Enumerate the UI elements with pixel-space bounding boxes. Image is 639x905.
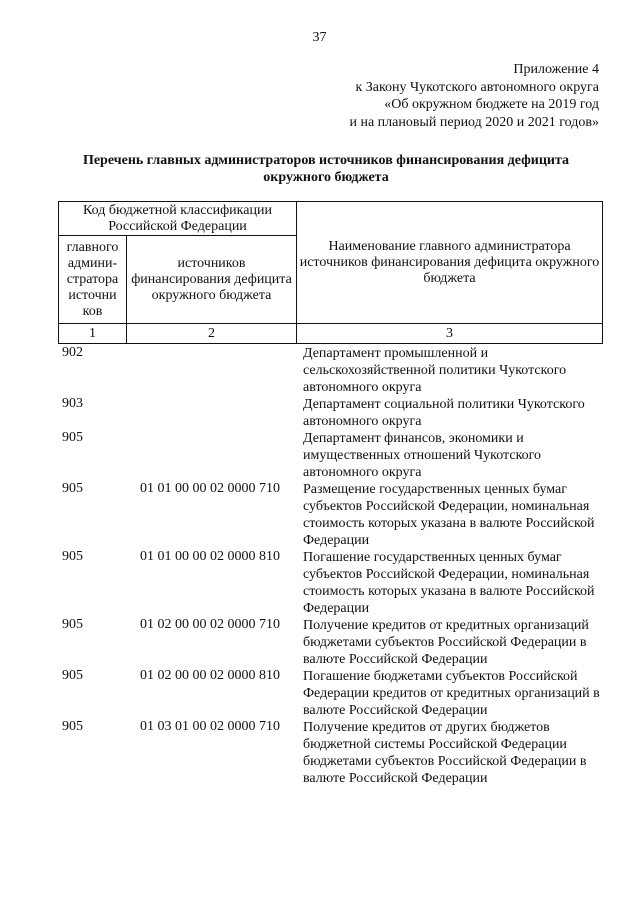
table-row — [58, 617, 618, 668]
table-row — [58, 345, 618, 396]
col2-header: источников финансирования дефицита окружного бюджета — [127, 236, 297, 324]
table-body — [58, 345, 618, 787]
appendix-line: к Закону Чукотского автономного округа — [355, 79, 599, 95]
appendix-line: Приложение 4 — [513, 62, 599, 77]
admin-code: 902 — [62, 345, 83, 360]
appendix-line: и на плановый период 2020 и 2021 годов» — [349, 114, 599, 130]
admin-code: 905 — [62, 481, 83, 496]
table-row — [58, 430, 618, 481]
admin-name: Погашение государственных ценных бумаг субъектов Российской Федерации, номинальная стоимость которых указана в валюте Российской Федерации — [303, 550, 595, 616]
admin-code: 905 — [62, 430, 83, 445]
source-code: 01 02 00 00 02 0000 710 — [140, 617, 280, 632]
appendix-block — [179, 61, 599, 131]
appendix-line: «Об окружном бюджете на 2019 год — [384, 97, 599, 112]
admin-code: 905 — [62, 719, 83, 734]
admin-name: Департамент промышленной и сельскохозяйственной политики Чукотского автономного округа — [303, 346, 567, 395]
table-row — [58, 719, 618, 787]
header-group-cell: Код бюджетной классификации Российской Федерации — [59, 202, 297, 236]
admin-code: 905 — [62, 549, 83, 564]
admin-name: Получение кредитов от кредитных организаций бюджетами субъектов Российской Федерации в валюте Российской Федерации — [303, 618, 589, 667]
admin-name: Департамент финансов, экономики и имущественных отношений Чукотского автономного округа — [303, 431, 542, 480]
title-line: Перечень главных администраторов источников финансирования дефицита — [82, 153, 570, 168]
table-row — [58, 549, 618, 617]
admin-code: 905 — [62, 617, 83, 632]
title-line: окружного бюджета — [263, 170, 389, 185]
admin-name: Погашение бюджетами субъектов Российской Федерации кредитов от кредитных организаций в валюте Российской Федерации — [303, 669, 600, 718]
admin-name: Департамент социальной политики Чукотского автономного округа — [303, 397, 585, 429]
admin-code: 903 — [62, 396, 83, 411]
page-number: 37 — [312, 30, 327, 45]
admin-name: Получение кредитов от других бюджетов бюджетной системы Российской Федерации бюджетами субъектов Российской Федерации в валюте Российской Федерации — [303, 720, 587, 786]
col-number: 3 — [297, 324, 603, 344]
col3-header: Наименование главного администратора источников финансирования дефицита окружного бюджета — [297, 202, 603, 324]
col1-header: главного админи-стратора источни ков — [59, 236, 127, 324]
source-code: 01 01 00 00 02 0000 810 — [140, 549, 280, 564]
source-code: 01 03 01 00 02 0000 710 — [140, 719, 280, 734]
source-code: 01 02 00 00 02 0000 810 — [140, 668, 280, 683]
col-number: 2 — [127, 324, 297, 344]
document-title — [40, 152, 612, 186]
admin-name: Размещение государственных ценных бумаг субъектов Российской Федерации, номинальная стоимость которых указана в валюте Российской Федерации — [303, 482, 595, 548]
source-code: 01 01 00 00 02 0000 710 — [140, 481, 280, 496]
table-row — [58, 396, 618, 430]
header-table — [58, 201, 603, 344]
table-row — [58, 481, 618, 549]
table-row — [58, 668, 618, 719]
col-number: 1 — [59, 324, 127, 344]
admin-code: 905 — [62, 668, 83, 683]
